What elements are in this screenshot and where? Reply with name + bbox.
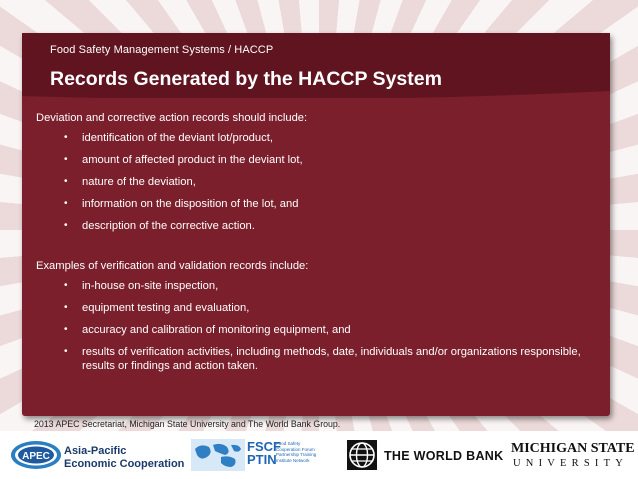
list-item-text: description of the corrective action. <box>82 220 255 232</box>
fscf-subtext <box>276 441 316 463</box>
fscf-subtext-1: Food Safety <box>276 441 301 446</box>
deviation-list <box>36 131 596 233</box>
world-bank-wordmark: THE WORLD BANK <box>384 449 504 463</box>
bullet-icon: • <box>64 132 68 143</box>
list-item <box>64 219 596 233</box>
breadcrumb: Food Safety Management Systems / HACCP <box>50 44 274 56</box>
apec-line-1: Asia-Pacific <box>64 445 127 457</box>
apec-wordmark <box>64 445 184 471</box>
list-item-text: results of verification activities, including methods, date, individuals and/or organizations responsible, results or findings and action taken. <box>82 346 581 372</box>
slide-body <box>36 111 596 381</box>
list-item-text: identification of the deviant lot/product, <box>82 132 273 144</box>
msu-wordmark-line-2: UNIVERSITY <box>513 458 628 469</box>
list-item-text: accuracy and calibration of monitoring equipment, and <box>82 324 351 336</box>
list-item <box>64 301 596 315</box>
fscf-subtext-2: Cooperation Forum <box>276 446 315 452</box>
bullet-icon: • <box>64 176 68 187</box>
fscf-subtext-3: Partnership Training <box>276 452 317 457</box>
list-item-text: amount of affected product in the deviant lot, <box>82 154 303 166</box>
list-item <box>64 153 596 167</box>
globe-map-icon <box>191 439 245 471</box>
list-item-text: in-house on-site inspection, <box>82 280 219 292</box>
list-item-text: equipment testing and evaluation, <box>82 302 250 314</box>
msu-wordmark-line-1: MICHIGAN STATE <box>511 441 635 456</box>
list-item <box>64 323 596 337</box>
list-item <box>64 345 596 373</box>
bullet-icon: • <box>64 280 68 291</box>
list-item-text: nature of the deviation, <box>82 176 196 188</box>
fscf-line-1: FSCF <box>247 439 281 454</box>
apec-line-2: Economic Cooperation <box>64 458 185 470</box>
bullet-icon: • <box>64 220 68 231</box>
fscf-line-2: PTIN <box>247 452 277 467</box>
list-item-text: information on the disposition of the lot, and <box>82 198 299 210</box>
verification-intro: Examples of verification and validation records include: <box>36 260 309 272</box>
apec-mark-text: APEC <box>22 451 50 462</box>
slide-header <box>22 33 610 98</box>
verification-list <box>36 279 596 373</box>
list-item <box>64 279 596 293</box>
bullet-icon: • <box>64 154 68 165</box>
list-item <box>64 131 596 145</box>
world-bank-globe-icon <box>347 440 377 470</box>
bullet-icon: • <box>64 324 68 335</box>
bullet-icon: • <box>64 346 68 357</box>
list-item <box>64 175 596 189</box>
sponsor-logo-strip <box>0 431 638 479</box>
slide-title: Records Generated by the HACCP System <box>50 68 442 90</box>
bullet-icon: • <box>64 198 68 209</box>
fscf-subtext-4: Institute Network <box>276 457 310 463</box>
bullet-icon: • <box>64 302 68 313</box>
copyright-notice: 2013 APEC Secretariat, Michigan State University and The World Bank Group. <box>34 419 341 429</box>
deviation-intro: Deviation and corrective action records should include: <box>36 112 308 124</box>
list-item <box>64 197 596 211</box>
apec-logo-icon <box>10 440 62 470</box>
